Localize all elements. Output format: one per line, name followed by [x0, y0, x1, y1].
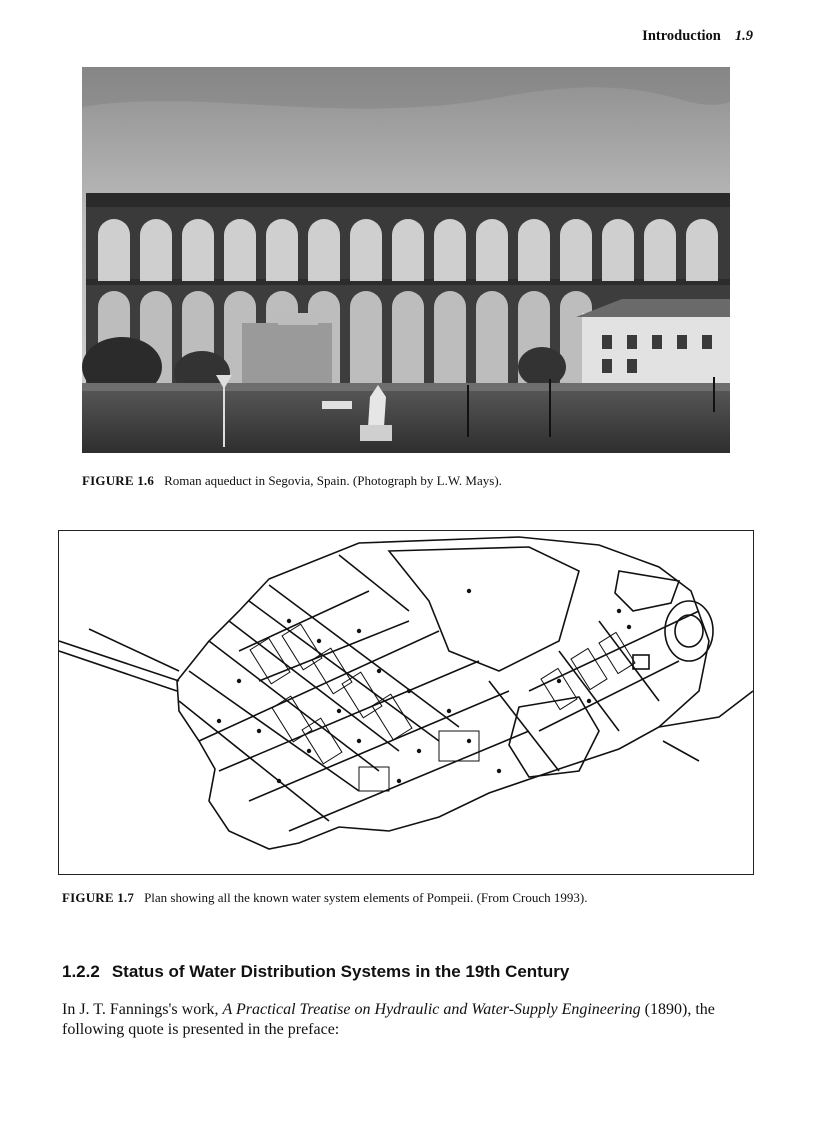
- page-number: 1.9: [734, 28, 753, 44]
- aqueduct-photo: [82, 67, 730, 453]
- figure-1-6-label: FIGURE 1.6: [82, 473, 155, 488]
- pompeii-plan: [58, 530, 754, 875]
- figure-1-6-caption: [82, 473, 502, 489]
- paragraph-rest: (1890), the following quote is presented in the preface:: [62, 1001, 715, 1038]
- section-title: Status of Water Distribution Systems in the 19th Century: [111, 962, 570, 981]
- header-section: Introduction: [642, 28, 721, 44]
- book-title: A Practical Treatise on Hydraulic and Water-Supply Engineering: [222, 1001, 641, 1018]
- section-heading: [62, 962, 569, 982]
- figure-1-6-caption-text: Roman aqueduct in Segovia, Spain. (Photograph by L.W. Mays).: [164, 473, 502, 488]
- figure-1-7-label: FIGURE 1.7: [62, 890, 135, 905]
- body-paragraph: [62, 1000, 754, 1040]
- running-header: [500, 28, 753, 45]
- paragraph-intro: In J. T. Fannings's work,: [62, 1001, 223, 1018]
- figure-1-7-caption: [62, 890, 587, 906]
- section-number: 1.2.2: [62, 962, 100, 981]
- figure-1-7-caption-text: Plan showing all the known water system elements of Pompeii. (From Crouch 1993).: [144, 890, 588, 905]
